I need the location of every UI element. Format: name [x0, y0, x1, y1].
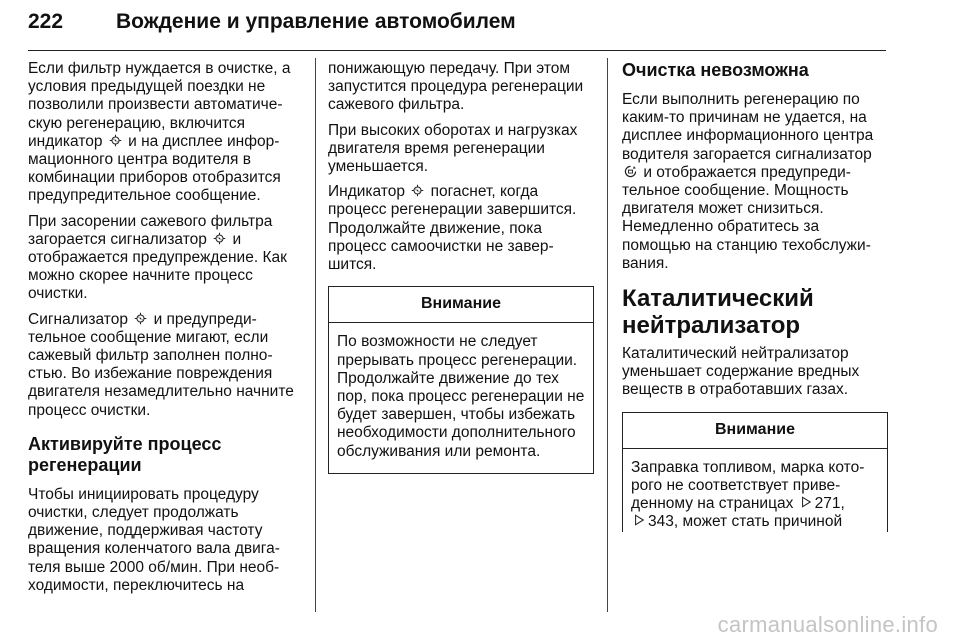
paragraph: При высоких оборотах и нагрузках двигателя время регенерации уменьшается.	[328, 121, 578, 176]
text: Сигнализатор	[28, 310, 128, 328]
page-title: Вождение и управление автомобилем	[116, 10, 516, 33]
text: и на дисплее информационного центра водителя в комбинации приборов отобразится предупредительное сообщение.	[28, 132, 281, 205]
paragraph	[28, 60, 302, 206]
column-divider	[607, 58, 608, 612]
paragraph	[622, 91, 888, 273]
page-reference-arrow-icon	[633, 514, 646, 527]
page-reference-link[interactable]: 343, может стать причиной	[648, 513, 843, 531]
paragraph: Чтобы инициировать процедуру очистки, следует продолжать движение, поддерживая частоту вращения коленчатого вала двигателя выше 2000 об/мин. При необходимости, переключитесь на	[28, 485, 280, 594]
engine-check-icon	[624, 165, 637, 178]
paragraph	[28, 311, 302, 420]
watermark: carmanualsonline.info	[717, 612, 938, 637]
column-right	[622, 60, 888, 532]
warning-box	[328, 286, 594, 474]
section-heading: Активируйте процесс регенерации	[28, 433, 222, 475]
column-divider	[315, 58, 316, 612]
page-header	[28, 6, 886, 51]
paragraph	[328, 183, 594, 274]
particulate-filter-icon	[109, 134, 122, 147]
section-title: Каталитический нейтрализатор	[622, 285, 814, 340]
paragraph: Каталитический нейтрализатор уменьшает содержание вредных веществ в отработавших газах.	[622, 345, 860, 399]
page-reference-link[interactable]: 271,	[814, 495, 845, 513]
paragraph	[28, 213, 302, 304]
text: погаснет, когда процесс регенерации завершится. Продолжайте движение, пока процесс самоочистки не завершится.	[328, 183, 577, 274]
particulate-filter-icon	[411, 184, 424, 197]
page-number: 222	[28, 10, 64, 33]
page-reference-arrow-icon	[800, 496, 813, 509]
particulate-filter-icon	[134, 312, 147, 325]
particulate-filter-icon	[213, 232, 226, 245]
warning-box	[622, 412, 888, 532]
warning-box-title: Внимание	[623, 413, 887, 449]
text: и отображается предупредительное сообщение. Мощность двигателя может снизиться. Немедленно обратитесь за помощью на станцию техобслуживания.	[622, 163, 871, 272]
warning-box-title: Внимание	[329, 287, 593, 323]
column-middle	[328, 60, 594, 474]
warning-box-text	[623, 449, 887, 532]
text: и отображается предупреждение. Как можно скорее начните процесс очистки.	[28, 230, 287, 303]
text: Индикатор	[328, 183, 405, 201]
warning-box-text: По возможности не следует прерывать процесс регенерации. Продолжайте движение до тех пор, пока процесс регенерации не будет завершен, чтобы избежать необходимости дополнительного обслуживания или ремонта.	[337, 333, 585, 460]
paragraph: понижающую передачу. При этом запустится процедура регенерации сажевого фильтра.	[328, 60, 584, 114]
text: Заправка топливом, марка которого не соответствует приведенному на страницах	[631, 458, 865, 513]
text: и предупредительное сообщение мигают, если сажевый фильтр заполнен полностью. Во избежание повреждения двигателя незамедлительно начните процесс очистки.	[28, 310, 294, 419]
text: Если выполнить регенерацию по каким-то причинам не удается, на дисплее информационного центра водителя загорается сигнализатор	[622, 91, 874, 163]
text: Если фильтр нуждается в очистке, а условия предыдущей поездки не позволили произвести автоматическую регенерацию, включится индикатор	[28, 60, 291, 150]
section-heading: Очистка невозможна	[622, 60, 809, 80]
text: При засорении сажевого фильтра загорается сигнализатор	[28, 212, 273, 248]
column-left	[28, 60, 302, 602]
